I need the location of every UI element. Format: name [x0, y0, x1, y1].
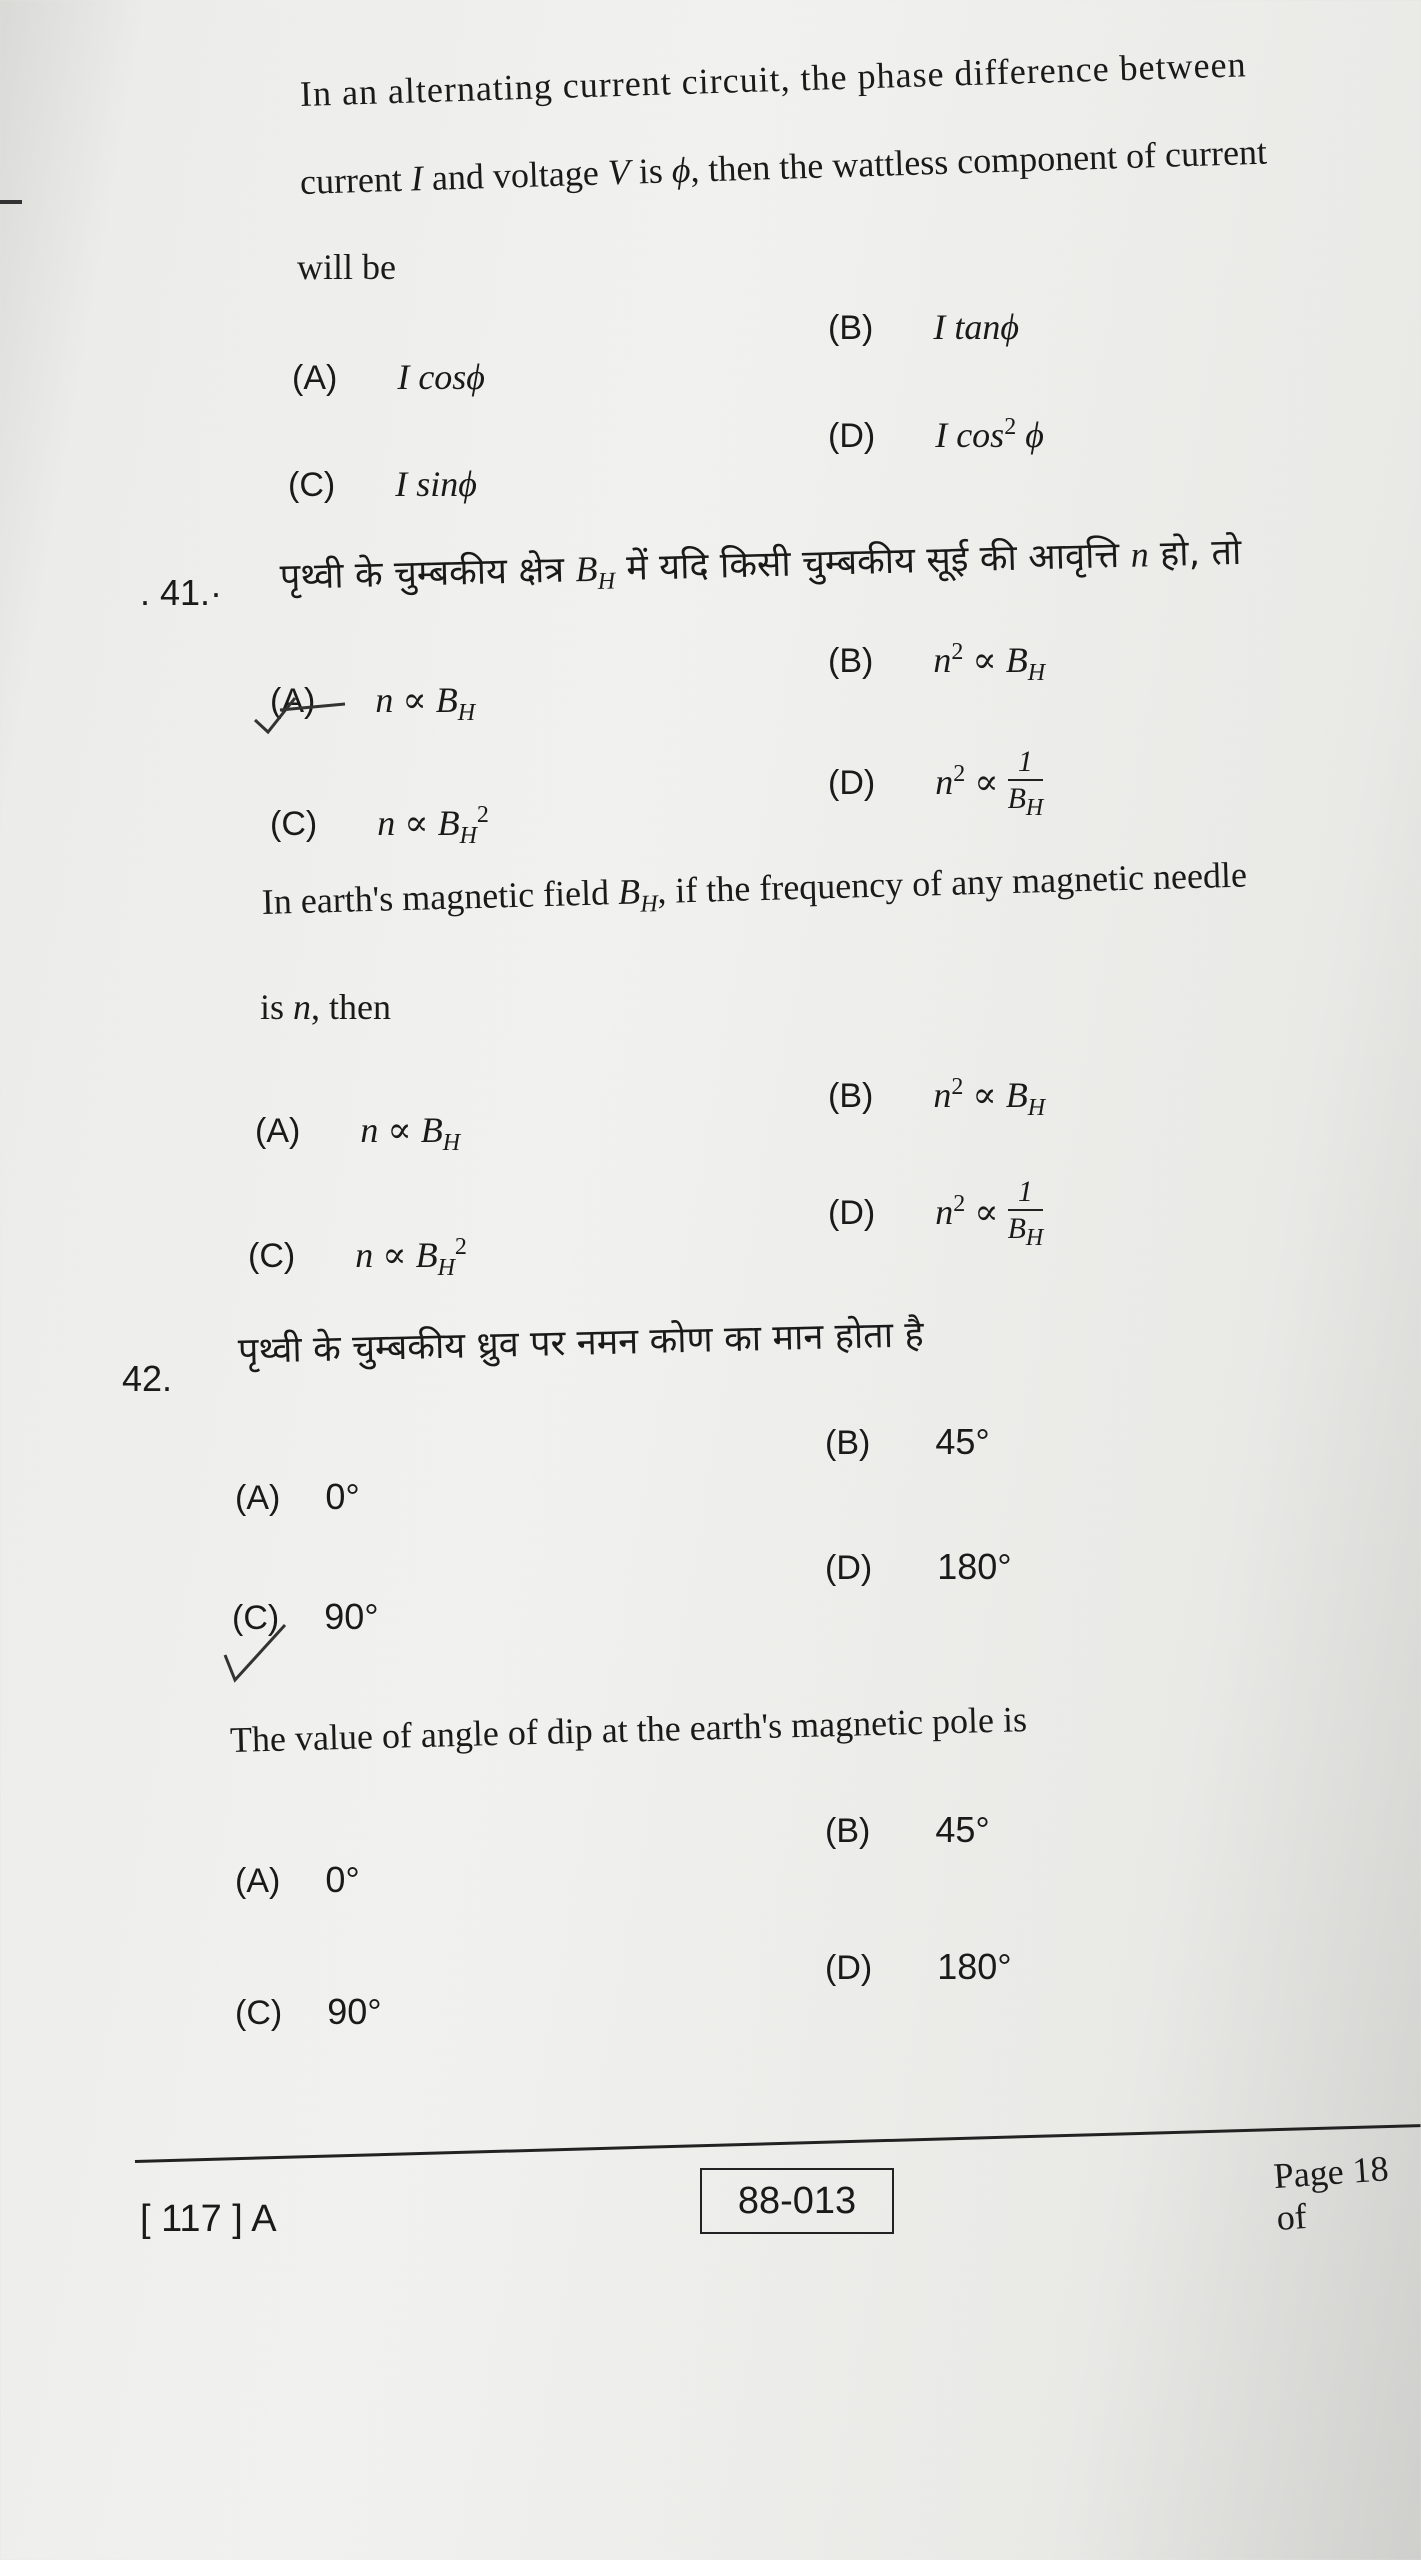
- q40-option-a: (A) I cosϕ: [292, 357, 485, 397]
- q41-en-option-b: (B) $n^2 \propto B_H$: [828, 1074, 1046, 1122]
- q42-en-option-a: (A) 0°: [235, 1859, 360, 1900]
- q40-option-c: (C) I sinϕ: [288, 464, 477, 504]
- q41-hi-option-a: (A) $n \propto B_H$: [270, 680, 476, 727]
- answer-tick-mark-q41: [250, 680, 350, 740]
- q40-line2: current I and voltage V is ϕ, then the wattless component of current: [299, 131, 1268, 202]
- q41-number: . 41.·: [140, 572, 223, 613]
- footer-page-number: Page 18 of: [1272, 2148, 1390, 2238]
- q41-en-option-d: (D) $n^2$ ∝ $\frac{1}{B_H}$: [828, 1175, 1043, 1256]
- q42-hindi: पृथ्वी के चुम्बकीय ध्रुव पर नमन कोण का मान होता है: [237, 1314, 925, 1372]
- q42-en-option-c: (C) 90°: [235, 1991, 382, 2032]
- q41-en-option-a: (A) $n \propto B_H$: [255, 1110, 461, 1157]
- q40-line1: In an alternating current circuit, the phase difference between: [299, 44, 1248, 114]
- q42-hi-option-b: (B) 45°: [825, 1421, 990, 1462]
- page-edge-mark: [0, 200, 22, 204]
- q41-hi-option-d: (D) $n^2$ ∝ $\frac{1}{B_H}$: [828, 745, 1043, 826]
- q42-hi-option-c: (C) 90°: [232, 1596, 379, 1637]
- fraction: $\frac{1}{B_H}$: [1007, 1175, 1044, 1251]
- fraction: $\frac{1}{B_H}$: [1007, 745, 1044, 821]
- q41-hi-option-c: (C) $n \propto B_H^2$: [270, 802, 489, 850]
- answer-tick-mark-q42: [215, 1610, 305, 1690]
- q41-english-line2: is n, then: [260, 987, 391, 1027]
- footer-paper-code: [ 117 ] A: [140, 2198, 277, 2240]
- q41-hindi: पृथ्वी के चुम्बकीय क्षेत्र $B_H$ में यदि किसी चुम्बकीय सूई की आवृत्ति n हो, तो: [279, 531, 1242, 598]
- q41-english-line1: In earth's magnetic field $B_H$, if the frequency of any magnetic needle: [261, 854, 1248, 922]
- q40-option-b: (B) I tanϕ: [828, 307, 1019, 347]
- q42-hi-option-d: (D) 180°: [825, 1546, 1012, 1587]
- q42-en-option-d: (D) 180°: [825, 1946, 1012, 1987]
- q42-hi-option-a: (A) 0°: [235, 1476, 360, 1517]
- footer-booklet-code: 88-013: [700, 2168, 894, 2234]
- q42-english: The value of angle of dip at the earth's magnetic pole is: [229, 1699, 1028, 1760]
- q41-hi-option-b: (B) $n^2 \propto B_H$: [828, 639, 1046, 687]
- q42-en-option-b: (B) 45°: [825, 1809, 990, 1850]
- footer-rule: [135, 2124, 1421, 2163]
- q40-line3: will be: [297, 247, 396, 287]
- q40-option-d: (D) I $\cos^2 \phi$: [828, 414, 1044, 455]
- q41-en-option-c: (C) $n \propto B_H^2$: [248, 1234, 467, 1282]
- q42-number: 42.: [122, 1358, 173, 1399]
